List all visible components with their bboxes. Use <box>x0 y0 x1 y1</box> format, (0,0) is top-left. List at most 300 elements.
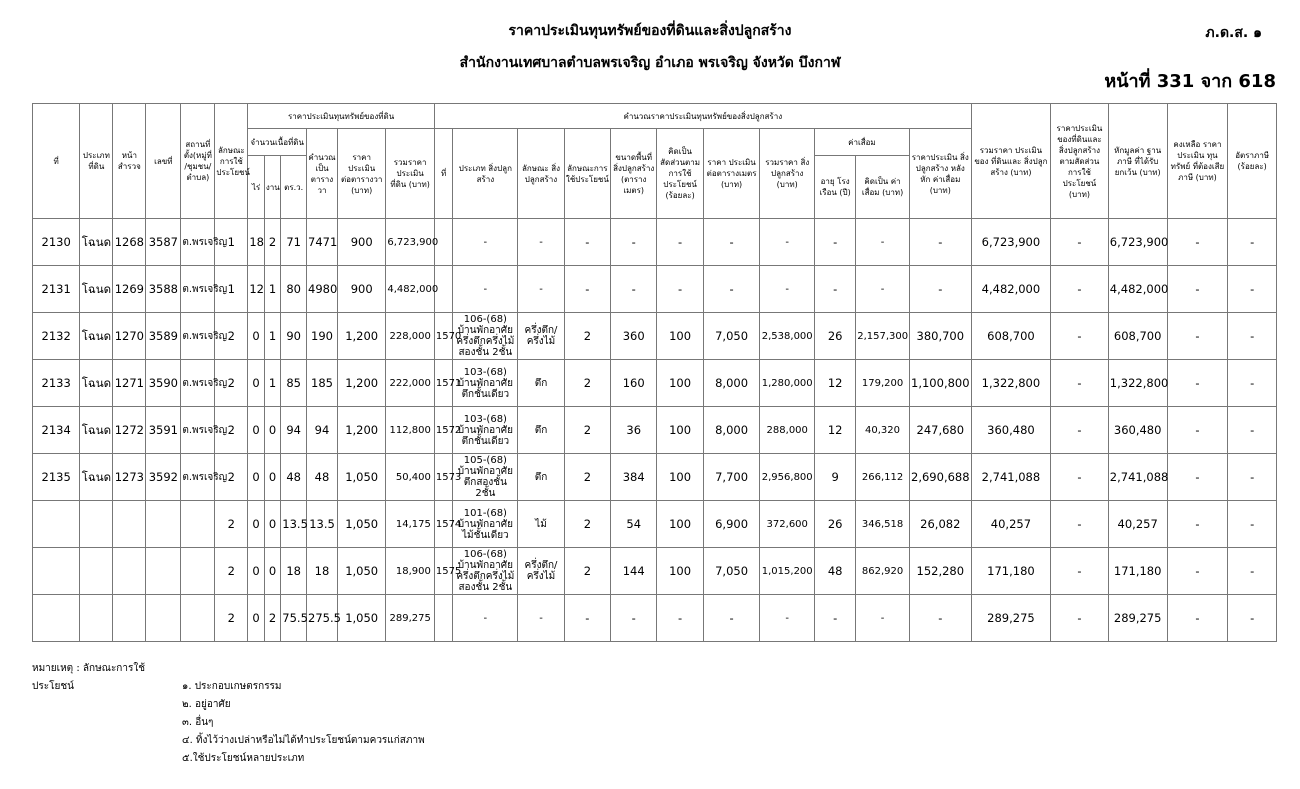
table-cell: 9 <box>815 454 856 501</box>
table-cell: 1,322,800 <box>1108 360 1167 407</box>
table-cell: 275.5 <box>307 595 338 642</box>
table-cell: 3590 <box>146 360 181 407</box>
table-cell: 94 <box>281 407 307 454</box>
table-cell: 288,000 <box>760 407 815 454</box>
table-cell: โฉนด <box>80 313 113 360</box>
col-no: ที่ <box>33 104 80 219</box>
col-doc-type: ประเภท ที่ดิน <box>80 104 113 219</box>
col-usage: ลักษณะ การใช้ ประโยชน์ <box>215 104 248 219</box>
table-cell <box>146 548 181 595</box>
col-doc-no: เลขที่ <box>146 104 181 219</box>
table-cell: 8,000 <box>703 360 760 407</box>
table-cell: 13.5 <box>307 501 338 548</box>
table-cell: 2 <box>215 313 248 360</box>
table-cell: - <box>1051 501 1109 548</box>
group-land-valuation: ราคาประเมินทุนทรัพย์ของที่ดิน <box>248 104 435 129</box>
table-cell: - <box>815 219 856 266</box>
table-cell: 4,482,000 <box>1108 266 1167 313</box>
table-cell: 1,322,800 <box>971 360 1050 407</box>
table-cell: 1572 <box>434 407 453 454</box>
table-cell: 6,900 <box>703 501 760 548</box>
table-cell: - <box>611 219 657 266</box>
table-cell: - <box>703 219 760 266</box>
table-cell: 2134 <box>33 407 80 454</box>
table-cell: 2 <box>564 454 610 501</box>
table-cell: 1573 <box>434 454 453 501</box>
table-cell: - <box>856 595 910 642</box>
table-cell: 2135 <box>33 454 80 501</box>
table-cell <box>181 501 215 548</box>
table-cell: 2 <box>564 548 610 595</box>
table-cell: - <box>703 266 760 313</box>
table-cell: - <box>1228 454 1277 501</box>
col-building-area: ขนาดพื้นที่ สิ่งปลูกสร้าง (ตารางเมตร) <box>611 129 657 219</box>
col-price-per-wa: ราคา ประเมิน ต่อตารางวา (บาท) <box>337 129 385 219</box>
table-row <box>33 501 1277 548</box>
table-cell: 2133 <box>33 360 80 407</box>
table-cell: 1,100,800 <box>909 360 971 407</box>
report-subtitle: สำนักงานเทศบาลตำบลพรเจริญ อำเภอ พรเจริญ จังหวัด บึงกาฬ <box>459 55 841 71</box>
table-cell: 0 <box>248 407 264 454</box>
table-cell: - <box>1051 454 1109 501</box>
col-usage-ratio: คิดเป็น สัดส่วนตาม การใช้ ประโยชน์ (ร้อยละ) <box>657 129 703 219</box>
table-cell: 2,741,088 <box>1108 454 1167 501</box>
table-cell: 0 <box>248 454 264 501</box>
col-depreciation: คิดเป็น ค่าเสื่อม (บาท) <box>856 156 910 219</box>
table-cell: 185 <box>307 360 338 407</box>
table-cell: 2 <box>564 360 610 407</box>
table-cell: - <box>1167 266 1228 313</box>
col-land-total: รวมราคา ประเมิน ที่ดิน (บาท) <box>386 129 434 219</box>
table-cell: 160 <box>611 360 657 407</box>
table-cell: 6,723,900 <box>971 219 1050 266</box>
table-cell: 13.5 <box>281 501 307 548</box>
table-cell: 26 <box>815 501 856 548</box>
table-cell: 6,723,900 <box>1108 219 1167 266</box>
table-cell: - <box>564 266 610 313</box>
table-cell: - <box>518 266 564 313</box>
table-cell: 152,280 <box>909 548 971 595</box>
table-cell: 7471 <box>307 219 338 266</box>
assessment-table <box>32 103 1277 642</box>
table-cell: 26,082 <box>909 501 971 548</box>
table-cell: 360,480 <box>971 407 1050 454</box>
table-cell: 4,482,000 <box>971 266 1050 313</box>
table-cell: 2 <box>564 407 610 454</box>
table-cell: 171,180 <box>1108 548 1167 595</box>
col-building-usage: ลักษณะการ ใช้ประโยชน์ <box>564 129 610 219</box>
table-cell: - <box>1051 548 1109 595</box>
table-cell: - <box>1051 266 1109 313</box>
table-cell: 1271 <box>113 360 146 407</box>
col-ratio-value: ราคาประเมิน ของที่ดินและ สิ่งปลูกสร้าง ตามสัดส่วน การใช้ประโยชน์ (บาท) <box>1051 104 1109 219</box>
table-row <box>33 454 1277 501</box>
table-cell <box>33 548 80 595</box>
table-cell: 2,956,800 <box>760 454 815 501</box>
table-cell: - <box>1228 501 1277 548</box>
table-cell: 1 <box>264 313 280 360</box>
table-cell: 372,600 <box>760 501 815 548</box>
table-cell: 18,900 <box>386 548 434 595</box>
table-cell: - <box>1167 454 1228 501</box>
table-cell: 48 <box>815 548 856 595</box>
table-cell: 7,700 <box>703 454 760 501</box>
table-cell: 384 <box>611 454 657 501</box>
table-cell: - <box>856 266 910 313</box>
table-cell: - <box>1051 595 1109 642</box>
table-cell: ครึ่งตึก/ครึ่งไม้ <box>518 548 564 595</box>
col-calc-wa: คำนวณ เป็น ตารางวา <box>307 129 338 219</box>
table-cell: 80 <box>281 266 307 313</box>
note-item: ๒. อยู่อาศัย <box>182 699 231 710</box>
table-cell: 7,050 <box>703 313 760 360</box>
table-cell: 100 <box>657 360 703 407</box>
table-cell: 0 <box>264 548 280 595</box>
col-remaining: คงเหลือ ราคาประเมิน ทุนทรัพย์ ที่ต้องเสียภาษี (บาท) <box>1167 104 1228 219</box>
table-cell: 190 <box>307 313 338 360</box>
table-cell: 48 <box>281 454 307 501</box>
table-cell <box>113 501 146 548</box>
col-building-type: ประเภท สิ่งปลูกสร้าง <box>453 129 518 219</box>
table-cell: - <box>909 595 971 642</box>
table-cell: - <box>1051 360 1109 407</box>
table-cell: 2 <box>215 407 248 454</box>
table-cell: โฉนด <box>80 266 113 313</box>
table-cell <box>33 501 80 548</box>
table-row <box>33 548 1277 595</box>
table-cell: - <box>1228 595 1277 642</box>
table-cell: 1269 <box>113 266 146 313</box>
table-cell <box>181 595 215 642</box>
table-cell: 90 <box>281 313 307 360</box>
table-cell: - <box>1051 407 1109 454</box>
table-cell <box>113 595 146 642</box>
table-cell: 1273 <box>113 454 146 501</box>
table-cell: 40,257 <box>1108 501 1167 548</box>
table-cell: 2,157,300 <box>856 313 910 360</box>
table-cell: 3588 <box>146 266 181 313</box>
col-price-per-sqm: ราคา ประเมิน ต่อตารางเมตร (บาท) <box>703 129 760 219</box>
table-cell: ตึก <box>518 407 564 454</box>
table-cell: - <box>909 266 971 313</box>
note-item: ๔. ทิ้งไว้ว่างเปล่าหรือไม่ได้ทำประโยชน์ตามควรแก่สภาพ <box>182 735 425 746</box>
table-cell: ต.พรเจริญ <box>181 454 215 501</box>
table-cell: 2 <box>564 501 610 548</box>
table-cell: - <box>1167 219 1228 266</box>
table-cell: - <box>564 219 610 266</box>
table-cell: 71 <box>281 219 307 266</box>
table-cell: 179,200 <box>856 360 910 407</box>
col-building-age: อายุ โรงเรือน (ปี) <box>815 156 856 219</box>
table-cell <box>113 548 146 595</box>
table-cell: 50,400 <box>386 454 434 501</box>
table-cell: 18 <box>248 219 264 266</box>
table-cell: 1574 <box>434 501 453 548</box>
table-cell: 289,275 <box>971 595 1050 642</box>
table-cell: ต.พรเจริญ <box>181 219 215 266</box>
col-survey-page: หน้า สำรวจ <box>113 104 146 219</box>
table-cell: 2 <box>264 219 280 266</box>
table-cell: 1270 <box>113 313 146 360</box>
table-cell: - <box>703 595 760 642</box>
table-cell: 1268 <box>113 219 146 266</box>
table-cell: - <box>1228 548 1277 595</box>
table-cell: 1272 <box>113 407 146 454</box>
table-cell: - <box>1228 266 1277 313</box>
table-cell: 144 <box>611 548 657 595</box>
table-cell: - <box>518 219 564 266</box>
table-cell: - <box>1167 407 1228 454</box>
table-cell: 7,050 <box>703 548 760 595</box>
table-cell: 1,050 <box>337 454 385 501</box>
table-cell: ตึก <box>518 360 564 407</box>
table-cell: 103-(68) บ้านพักอาศัยตึกชั้นเดียว <box>453 360 518 407</box>
table-cell: 1,015,200 <box>760 548 815 595</box>
table-cell: 14,175 <box>386 501 434 548</box>
table-cell: 0 <box>248 501 264 548</box>
table-cell: 171,180 <box>971 548 1050 595</box>
table-cell: 100 <box>657 501 703 548</box>
table-cell: - <box>657 266 703 313</box>
report-title: ราคาประเมินทุนทรัพย์ของที่ดินและสิ่งปลูกสร้าง <box>508 23 792 39</box>
table-cell: 40,320 <box>856 407 910 454</box>
table-cell: 4,482,000 <box>386 266 434 313</box>
col-building-no: ที่ <box>434 129 453 219</box>
table-cell: 1,200 <box>337 407 385 454</box>
table-cell: 2 <box>264 595 280 642</box>
table-cell: - <box>453 266 518 313</box>
table-cell: - <box>1228 219 1277 266</box>
table-cell: โฉนด <box>80 407 113 454</box>
table-cell: - <box>1228 360 1277 407</box>
group-depreciation: ค่าเสื่อม <box>815 129 910 156</box>
table-cell: 1575 <box>434 548 453 595</box>
table-body <box>33 219 1277 642</box>
col-tax-rate: อัตราภาษี (ร้อยละ) <box>1228 104 1277 219</box>
table-cell: 94 <box>307 407 338 454</box>
group-building-valuation: คำนวณราคาประเมินทุนทรัพย์ของสิ่งปลูกสร้าง <box>434 104 971 129</box>
table-cell: 40,257 <box>971 501 1050 548</box>
table-cell: 1 <box>264 360 280 407</box>
col-location: สถานที่ ตั้ง(หมู่ที่ /ชุมชน/ ตำบล) <box>181 104 215 219</box>
table-cell: 26 <box>815 313 856 360</box>
table-cell: 100 <box>657 313 703 360</box>
table-cell: 100 <box>657 407 703 454</box>
table-cell: 75.5 <box>281 595 307 642</box>
table-cell: - <box>1051 219 1109 266</box>
note-item: ๓. อื่นๆ <box>182 717 214 728</box>
table-cell: 3589 <box>146 313 181 360</box>
table-cell: 3591 <box>146 407 181 454</box>
table-cell: 0 <box>264 501 280 548</box>
table-cell: - <box>760 219 815 266</box>
table-row <box>33 407 1277 454</box>
table-cell: 112,800 <box>386 407 434 454</box>
table-cell: 289,275 <box>1108 595 1167 642</box>
table-cell <box>146 595 181 642</box>
col-deduction: หักมูลค่า ฐานภาษี ที่ได้รับ ยกเว้น (บาท) <box>1108 104 1167 219</box>
col-ngan: งาน <box>264 156 280 219</box>
table-cell: ต.พรเจริญ <box>181 313 215 360</box>
table-cell: 36 <box>611 407 657 454</box>
table-cell: 900 <box>337 219 385 266</box>
table-cell: 2 <box>215 595 248 642</box>
table-cell <box>181 548 215 595</box>
table-cell: 103-(68) บ้านพักอาศัยตึกชั้นเดียว <box>453 407 518 454</box>
col-building-after-depr: ราคาประเมิน สิ่งปลูกสร้าง หลังหัก ค่าเสื่อม (บาท) <box>909 129 971 219</box>
form-code: ภ.ด.ส. ๑ <box>1205 25 1262 41</box>
note-item: ๕.ใช้ประโยชน์หลายประเภท <box>182 753 305 764</box>
table-cell: - <box>760 595 815 642</box>
table-cell: ครึ่งตึก/ครึ่งไม้ <box>518 313 564 360</box>
table-cell: โฉนด <box>80 219 113 266</box>
table-cell: 101-(68) บ้านพักอาศัยไม้ชั้นเดียว <box>453 501 518 548</box>
table-cell <box>80 595 113 642</box>
table-cell: 0 <box>264 454 280 501</box>
table-cell: ไม้ <box>518 501 564 548</box>
note-item: ๑. ประกอบเกษตรกรรม <box>182 681 282 692</box>
notes-section <box>32 660 425 768</box>
table-cell: 2 <box>215 454 248 501</box>
table-cell: - <box>1167 360 1228 407</box>
table-cell <box>33 595 80 642</box>
table-cell: - <box>1228 313 1277 360</box>
table-cell: ต.พรเจริญ <box>181 407 215 454</box>
col-sq-wa: ตร.ว. <box>281 156 307 219</box>
table-cell: - <box>564 595 610 642</box>
table-cell: 3592 <box>146 454 181 501</box>
table-cell: 608,700 <box>971 313 1050 360</box>
table-cell: 1 <box>264 266 280 313</box>
table-cell: - <box>815 266 856 313</box>
col-grand-total: รวมราคา ประเมินของ ที่ดินและ สิ่งปลูกสร้าง (บาท) <box>971 104 1050 219</box>
col-rai: ไร่ <box>248 156 264 219</box>
table-cell: 1,200 <box>337 360 385 407</box>
table-cell: 18 <box>307 548 338 595</box>
group-land-area: จำนวนเนื้อที่ดิน <box>248 129 307 156</box>
table-cell: โฉนด <box>80 454 113 501</box>
table-cell: 2 <box>215 548 248 595</box>
table-cell: 1571 <box>434 360 453 407</box>
table-cell: 6,723,900 <box>386 219 434 266</box>
table-cell: - <box>453 219 518 266</box>
table-cell: - <box>1167 595 1228 642</box>
table-cell: 2,741,088 <box>971 454 1050 501</box>
table-cell: 12 <box>815 407 856 454</box>
table-cell: 1 <box>215 266 248 313</box>
table-cell: 1,200 <box>337 313 385 360</box>
table-cell: 360,480 <box>1108 407 1167 454</box>
table-cell: 2,538,000 <box>760 313 815 360</box>
table-cell <box>80 501 113 548</box>
table-cell: 228,000 <box>386 313 434 360</box>
table-cell: - <box>611 266 657 313</box>
table-cell: - <box>611 595 657 642</box>
table-cell: 0 <box>264 407 280 454</box>
table-cell: 0 <box>248 313 264 360</box>
table-cell: 360 <box>611 313 657 360</box>
col-building-kind: ลักษณะ สิ่งปลูกสร้าง <box>518 129 564 219</box>
table-cell <box>146 501 181 548</box>
table-cell: 100 <box>657 454 703 501</box>
table-cell: 862,920 <box>856 548 910 595</box>
table-cell: ตึก <box>518 454 564 501</box>
table-cell: - <box>453 595 518 642</box>
table-cell: 266,112 <box>856 454 910 501</box>
table-cell: 222,000 <box>386 360 434 407</box>
table-cell: 105-(68) บ้านพักอาศัยตึกสองชั้น 2ชั้น <box>453 454 518 501</box>
table-cell: 0 <box>248 360 264 407</box>
table-cell: 247,680 <box>909 407 971 454</box>
table-cell: ต.พรเจริญ <box>181 360 215 407</box>
table-cell: โฉนด <box>80 360 113 407</box>
table-row <box>33 360 1277 407</box>
table-cell: 12 <box>248 266 264 313</box>
table-cell: - <box>657 595 703 642</box>
page-number: หน้าที่ 331 จาก 618 <box>1104 71 1276 92</box>
table-cell: - <box>856 219 910 266</box>
table-cell: 1,050 <box>337 595 385 642</box>
table-cell: 106-(68) บ้านพักอาศัยครึ่งตึกครึ่งไม้สองชั้น 2ชั้น <box>453 313 518 360</box>
table-cell: ต.พรเจริญ <box>181 266 215 313</box>
table-cell <box>434 595 453 642</box>
table-cell: 2 <box>215 501 248 548</box>
table-cell: 85 <box>281 360 307 407</box>
table-cell: 100 <box>657 548 703 595</box>
table-cell: 54 <box>611 501 657 548</box>
table-cell: 2130 <box>33 219 80 266</box>
table-cell: 2 <box>215 360 248 407</box>
table-cell: 1570 <box>434 313 453 360</box>
table-cell: 900 <box>337 266 385 313</box>
table-cell: - <box>1167 313 1228 360</box>
table-cell: - <box>909 219 971 266</box>
table-cell: 1 <box>215 219 248 266</box>
table-row <box>33 266 1277 313</box>
table-cell: - <box>1167 548 1228 595</box>
table-cell: 2,690,688 <box>909 454 971 501</box>
table-cell: - <box>1167 501 1228 548</box>
table-cell: 3587 <box>146 219 181 266</box>
table-row <box>33 313 1277 360</box>
table-cell: 2 <box>564 313 610 360</box>
table-cell: - <box>518 595 564 642</box>
table-row <box>33 595 1277 642</box>
table-cell: - <box>815 595 856 642</box>
table-cell: 1,050 <box>337 548 385 595</box>
table-cell: 346,518 <box>856 501 910 548</box>
table-cell: 0 <box>248 548 264 595</box>
table-cell: 1,280,000 <box>760 360 815 407</box>
table-cell: 0 <box>248 595 264 642</box>
table-cell: 380,700 <box>909 313 971 360</box>
table-cell: 2131 <box>33 266 80 313</box>
table-cell: 608,700 <box>1108 313 1167 360</box>
col-building-total: รวมราคา สิ่งปลูกสร้าง (บาท) <box>760 129 815 219</box>
table-cell: 48 <box>307 454 338 501</box>
table-cell: 18 <box>281 548 307 595</box>
table-cell <box>80 548 113 595</box>
table-cell: 106-(68) บ้านพักอาศัยครึ่งตึกครึ่งไม้สองชั้น 2ชั้น <box>453 548 518 595</box>
table-cell: 12 <box>815 360 856 407</box>
table-cell: - <box>1051 313 1109 360</box>
table-cell: 1,050 <box>337 501 385 548</box>
table-cell: - <box>1228 407 1277 454</box>
table-cell: - <box>760 266 815 313</box>
table-cell: 289,275 <box>386 595 434 642</box>
table-cell: - <box>657 219 703 266</box>
notes-label: หมายเหตุ : ลักษณะการใช้ประโยชน์ <box>32 663 146 692</box>
